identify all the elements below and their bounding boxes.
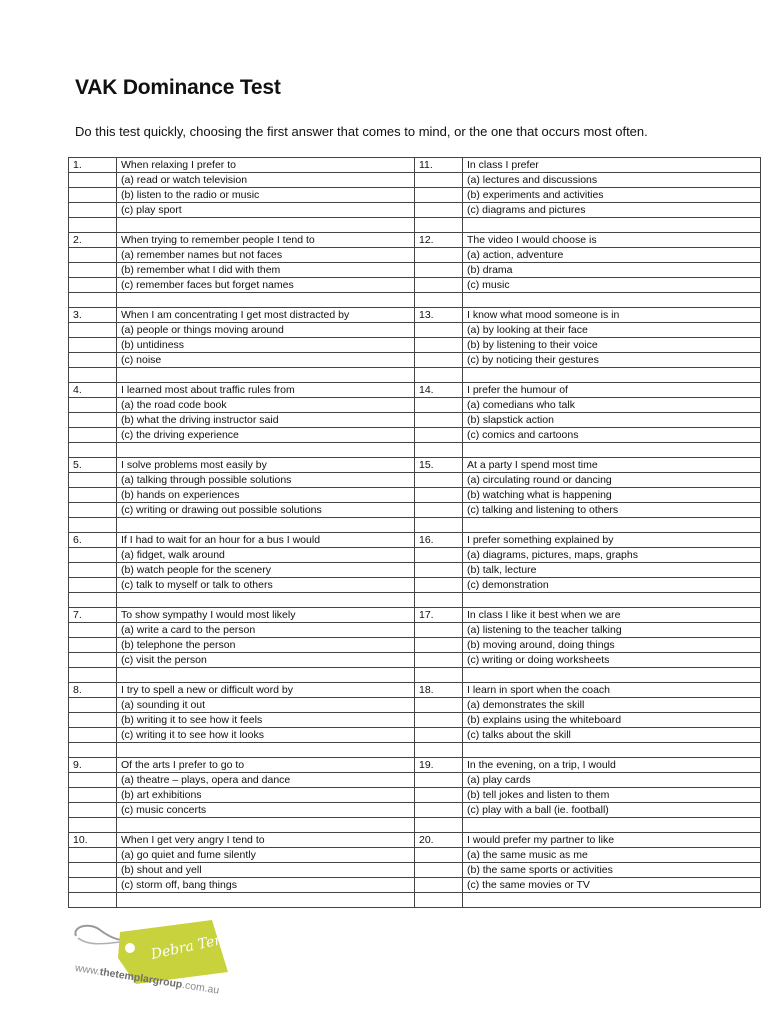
empty-cell [117, 293, 415, 308]
empty-cell [69, 893, 117, 908]
answer-option: (c) writing or doing worksheets [463, 653, 761, 668]
answer-option: (c) diagrams and pictures [463, 203, 761, 218]
number-cell-empty [415, 338, 463, 353]
empty-cell [415, 218, 463, 233]
empty-cell [117, 593, 415, 608]
question-prompt: In class I prefer [463, 158, 761, 173]
question-number: 3. [69, 308, 117, 323]
empty-cell [415, 293, 463, 308]
question-row [69, 608, 761, 623]
number-cell-empty [69, 353, 117, 368]
spacer-row [69, 218, 761, 233]
number-cell-empty [415, 503, 463, 518]
answer-option: (a) write a card to the person [117, 623, 415, 638]
number-cell-empty [69, 413, 117, 428]
spacer-row [69, 893, 761, 908]
question-number: 19. [415, 758, 463, 773]
answer-option: (a) fidget, walk around [117, 548, 415, 563]
logo-signature: Debra Templar [149, 925, 257, 963]
question-prompt: I learned most about traffic rules from [117, 383, 415, 398]
spacer-row [69, 593, 761, 608]
answer-option: (c) play sport [117, 203, 415, 218]
answer-option: (a) go quiet and fume silently [117, 848, 415, 863]
question-prompt: I learn in sport when the coach [463, 683, 761, 698]
option-row [69, 248, 761, 263]
empty-cell [463, 293, 761, 308]
answer-option: (b) slapstick action [463, 413, 761, 428]
number-cell-empty [69, 263, 117, 278]
answer-option: (b) the same sports or activities [463, 863, 761, 878]
empty-cell [415, 668, 463, 683]
number-cell-empty [415, 653, 463, 668]
number-cell-empty [69, 863, 117, 878]
option-row [69, 698, 761, 713]
answer-option: (b) telephone the person [117, 638, 415, 653]
answer-option: (c) by noticing their gestures [463, 353, 761, 368]
empty-cell [463, 893, 761, 908]
question-prompt: The video I would choose is [463, 233, 761, 248]
question-row [69, 158, 761, 173]
number-cell-empty [69, 653, 117, 668]
question-row [69, 383, 761, 398]
question-prompt: To show sympathy I would most likely [117, 608, 415, 623]
question-row [69, 683, 761, 698]
number-cell-empty [415, 353, 463, 368]
question-number: 12. [415, 233, 463, 248]
option-row [69, 413, 761, 428]
number-cell-empty [69, 728, 117, 743]
number-cell-empty [69, 773, 117, 788]
number-cell-empty [415, 323, 463, 338]
option-row [69, 188, 761, 203]
number-cell-empty [415, 203, 463, 218]
number-cell-empty [415, 413, 463, 428]
number-cell-empty [69, 638, 117, 653]
number-cell-empty [69, 488, 117, 503]
option-row [69, 728, 761, 743]
number-cell-empty [69, 698, 117, 713]
number-cell-empty [69, 278, 117, 293]
empty-cell [415, 443, 463, 458]
spacer-row [69, 368, 761, 383]
empty-cell [463, 443, 761, 458]
spacer-row [69, 818, 761, 833]
option-row [69, 548, 761, 563]
question-prompt: I solve problems most easily by [117, 458, 415, 473]
empty-cell [463, 818, 761, 833]
number-cell-empty [415, 398, 463, 413]
answer-option: (b) listen to the radio or music [117, 188, 415, 203]
question-prompt: When I get very angry I tend to [117, 833, 415, 848]
question-prompt: When trying to remember people I tend to [117, 233, 415, 248]
option-row [69, 863, 761, 878]
answer-option: (a) sounding it out [117, 698, 415, 713]
number-cell-empty [69, 578, 117, 593]
question-number: 14. [415, 383, 463, 398]
spacer-row [69, 668, 761, 683]
answer-option: (b) shout and yell [117, 863, 415, 878]
questionnaire-table [68, 157, 761, 908]
option-row [69, 173, 761, 188]
question-number: 2. [69, 233, 117, 248]
empty-cell [117, 368, 415, 383]
number-cell-empty [415, 428, 463, 443]
option-row [69, 638, 761, 653]
answer-option: (a) lectures and discussions [463, 173, 761, 188]
answer-option: (b) moving around, doing things [463, 638, 761, 653]
answer-option: (c) comics and cartoons [463, 428, 761, 443]
question-number: 18. [415, 683, 463, 698]
number-cell-empty [69, 173, 117, 188]
question-prompt: I prefer something explained by [463, 533, 761, 548]
question-prompt: When relaxing I prefer to [117, 158, 415, 173]
question-number: 20. [415, 833, 463, 848]
option-row [69, 773, 761, 788]
question-number: 5. [69, 458, 117, 473]
question-row [69, 458, 761, 473]
answer-option: (a) remember names but not faces [117, 248, 415, 263]
answer-option: (a) people or things moving around [117, 323, 415, 338]
option-row [69, 428, 761, 443]
number-cell-empty [69, 803, 117, 818]
answer-option: (b) talk, lecture [463, 563, 761, 578]
option-row [69, 788, 761, 803]
empty-cell [415, 893, 463, 908]
option-row [69, 488, 761, 503]
number-cell-empty [415, 698, 463, 713]
page-title: VAK Dominance Test [75, 76, 281, 99]
answer-option: (a) action, adventure [463, 248, 761, 263]
number-cell-empty [415, 578, 463, 593]
option-row [69, 473, 761, 488]
answer-option: (b) art exhibitions [117, 788, 415, 803]
question-row [69, 233, 761, 248]
option-row [69, 353, 761, 368]
option-row [69, 338, 761, 353]
empty-cell [415, 593, 463, 608]
number-cell-empty [69, 623, 117, 638]
empty-cell [415, 368, 463, 383]
number-cell-empty [415, 263, 463, 278]
number-cell-empty [69, 848, 117, 863]
number-cell-empty [415, 878, 463, 893]
number-cell-empty [69, 188, 117, 203]
number-cell-empty [69, 473, 117, 488]
option-row [69, 653, 761, 668]
number-cell-empty [69, 503, 117, 518]
number-cell-empty [69, 398, 117, 413]
question-number: 15. [415, 458, 463, 473]
empty-cell [415, 518, 463, 533]
option-row [69, 278, 761, 293]
question-prompt: In the evening, on a trip, I would [463, 758, 761, 773]
answer-option: (a) demonstrates the skill [463, 698, 761, 713]
spacer-row [69, 293, 761, 308]
question-prompt: I try to spell a new or difficult word by [117, 683, 415, 698]
empty-cell [117, 218, 415, 233]
number-cell-empty [415, 773, 463, 788]
empty-cell [463, 368, 761, 383]
answer-option: (a) diagrams, pictures, maps, graphs [463, 548, 761, 563]
answer-option: (a) theatre – plays, opera and dance [117, 773, 415, 788]
number-cell-empty [415, 248, 463, 263]
number-cell-empty [69, 338, 117, 353]
question-prompt: When I am concentrating I get most distracted by [117, 308, 415, 323]
empty-cell [69, 443, 117, 458]
empty-cell [117, 818, 415, 833]
answer-option: (c) the same movies or TV [463, 878, 761, 893]
number-cell-empty [415, 548, 463, 563]
option-row [69, 848, 761, 863]
number-cell-empty [415, 623, 463, 638]
question-number: 16. [415, 533, 463, 548]
number-cell-empty [415, 473, 463, 488]
answer-option: (c) the driving experience [117, 428, 415, 443]
answer-option: (a) the same music as me [463, 848, 761, 863]
option-row [69, 263, 761, 278]
option-row [69, 623, 761, 638]
question-row [69, 833, 761, 848]
question-prompt: Of the arts I prefer to go to [117, 758, 415, 773]
answer-option: (a) play cards [463, 773, 761, 788]
question-prompt: I know what mood someone is in [463, 308, 761, 323]
empty-cell [69, 593, 117, 608]
answer-option: (b) experiments and activities [463, 188, 761, 203]
answer-option: (c) visit the person [117, 653, 415, 668]
question-number: 1. [69, 158, 117, 173]
number-cell-empty [69, 878, 117, 893]
question-prompt: If I had to wait for an hour for a bus I would [117, 533, 415, 548]
number-cell-empty [415, 173, 463, 188]
empty-cell [69, 818, 117, 833]
answer-option: (a) read or watch television [117, 173, 415, 188]
option-row [69, 578, 761, 593]
answer-option: (a) circulating round or dancing [463, 473, 761, 488]
question-row [69, 533, 761, 548]
empty-cell [117, 893, 415, 908]
answer-option: (c) music concerts [117, 803, 415, 818]
empty-cell [69, 218, 117, 233]
number-cell-empty [415, 803, 463, 818]
question-number: 6. [69, 533, 117, 548]
empty-cell [415, 743, 463, 758]
answer-option: (c) play with a ball (ie. football) [463, 803, 761, 818]
answer-option: (b) remember what I did with them [117, 263, 415, 278]
question-number: 11. [415, 158, 463, 173]
number-cell-empty [415, 188, 463, 203]
answer-option: (b) hands on experiences [117, 488, 415, 503]
number-cell-empty [69, 248, 117, 263]
number-cell-empty [415, 728, 463, 743]
option-row [69, 203, 761, 218]
number-cell-empty [415, 848, 463, 863]
number-cell-empty [69, 548, 117, 563]
question-row [69, 308, 761, 323]
answer-option: (a) comedians who talk [463, 398, 761, 413]
empty-cell [69, 518, 117, 533]
question-row [69, 758, 761, 773]
question-prompt: At a party I spend most time [463, 458, 761, 473]
empty-cell [463, 518, 761, 533]
answer-option: (c) remember faces but forget names [117, 278, 415, 293]
answer-option: (a) listening to the teacher talking [463, 623, 761, 638]
answer-option: (b) by listening to their voice [463, 338, 761, 353]
number-cell-empty [415, 788, 463, 803]
option-row [69, 878, 761, 893]
answer-option: (c) noise [117, 353, 415, 368]
spacer-row [69, 743, 761, 758]
question-number: 17. [415, 608, 463, 623]
empty-cell [415, 818, 463, 833]
website-url: www.thetemplargroup.com.au [74, 962, 221, 997]
answer-option: (c) talks about the skill [463, 728, 761, 743]
option-row [69, 803, 761, 818]
answer-option: (b) drama [463, 263, 761, 278]
empty-cell [463, 668, 761, 683]
empty-cell [463, 743, 761, 758]
empty-cell [69, 743, 117, 758]
empty-cell [117, 668, 415, 683]
option-row [69, 398, 761, 413]
answer-option: (c) music [463, 278, 761, 293]
empty-cell [117, 743, 415, 758]
number-cell-empty [69, 713, 117, 728]
number-cell-empty [415, 863, 463, 878]
answer-option: (b) untidiness [117, 338, 415, 353]
answer-option: (c) talk to myself or talk to others [117, 578, 415, 593]
number-cell-empty [415, 638, 463, 653]
number-cell-empty [69, 788, 117, 803]
question-number: 10. [69, 833, 117, 848]
question-number: 9. [69, 758, 117, 773]
question-prompt: I would prefer my partner to like [463, 833, 761, 848]
question-number: 4. [69, 383, 117, 398]
option-row [69, 323, 761, 338]
question-prompt: I prefer the humour of [463, 383, 761, 398]
empty-cell [69, 293, 117, 308]
answer-option: (b) watch people for the scenery [117, 563, 415, 578]
option-row [69, 713, 761, 728]
answer-option: (c) writing it to see how it looks [117, 728, 415, 743]
question-number: 7. [69, 608, 117, 623]
number-cell-empty [415, 278, 463, 293]
empty-cell [463, 218, 761, 233]
number-cell-empty [415, 563, 463, 578]
number-cell-empty [69, 428, 117, 443]
number-cell-empty [69, 563, 117, 578]
empty-cell [69, 368, 117, 383]
answer-option: (c) storm off, bang things [117, 878, 415, 893]
answer-option: (a) talking through possible solutions [117, 473, 415, 488]
option-row [69, 503, 761, 518]
empty-cell [117, 518, 415, 533]
question-prompt: In class I like it best when we are [463, 608, 761, 623]
spacer-row [69, 443, 761, 458]
answer-option: (c) demonstration [463, 578, 761, 593]
answer-option: (b) writing it to see how it feels [117, 713, 415, 728]
answer-option: (a) by looking at their face [463, 323, 761, 338]
instructions: Do this test quickly, choosing the first answer that comes to mind, or the one that occurs most often. [75, 124, 648, 139]
answer-option: (c) talking and listening to others [463, 503, 761, 518]
number-cell-empty [69, 203, 117, 218]
spacer-row [69, 518, 761, 533]
question-number: 8. [69, 683, 117, 698]
empty-cell [463, 593, 761, 608]
question-number: 13. [415, 308, 463, 323]
answer-option: (b) explains using the whiteboard [463, 713, 761, 728]
answer-option: (c) writing or drawing out possible solutions [117, 503, 415, 518]
answer-option: (b) tell jokes and listen to them [463, 788, 761, 803]
empty-cell [69, 668, 117, 683]
answer-option: (b) what the driving instructor said [117, 413, 415, 428]
empty-cell [117, 443, 415, 458]
number-cell-empty [69, 323, 117, 338]
answer-option: (b) watching what is happening [463, 488, 761, 503]
option-row [69, 563, 761, 578]
number-cell-empty [415, 488, 463, 503]
number-cell-empty [415, 713, 463, 728]
answer-option: (a) the road code book [117, 398, 415, 413]
